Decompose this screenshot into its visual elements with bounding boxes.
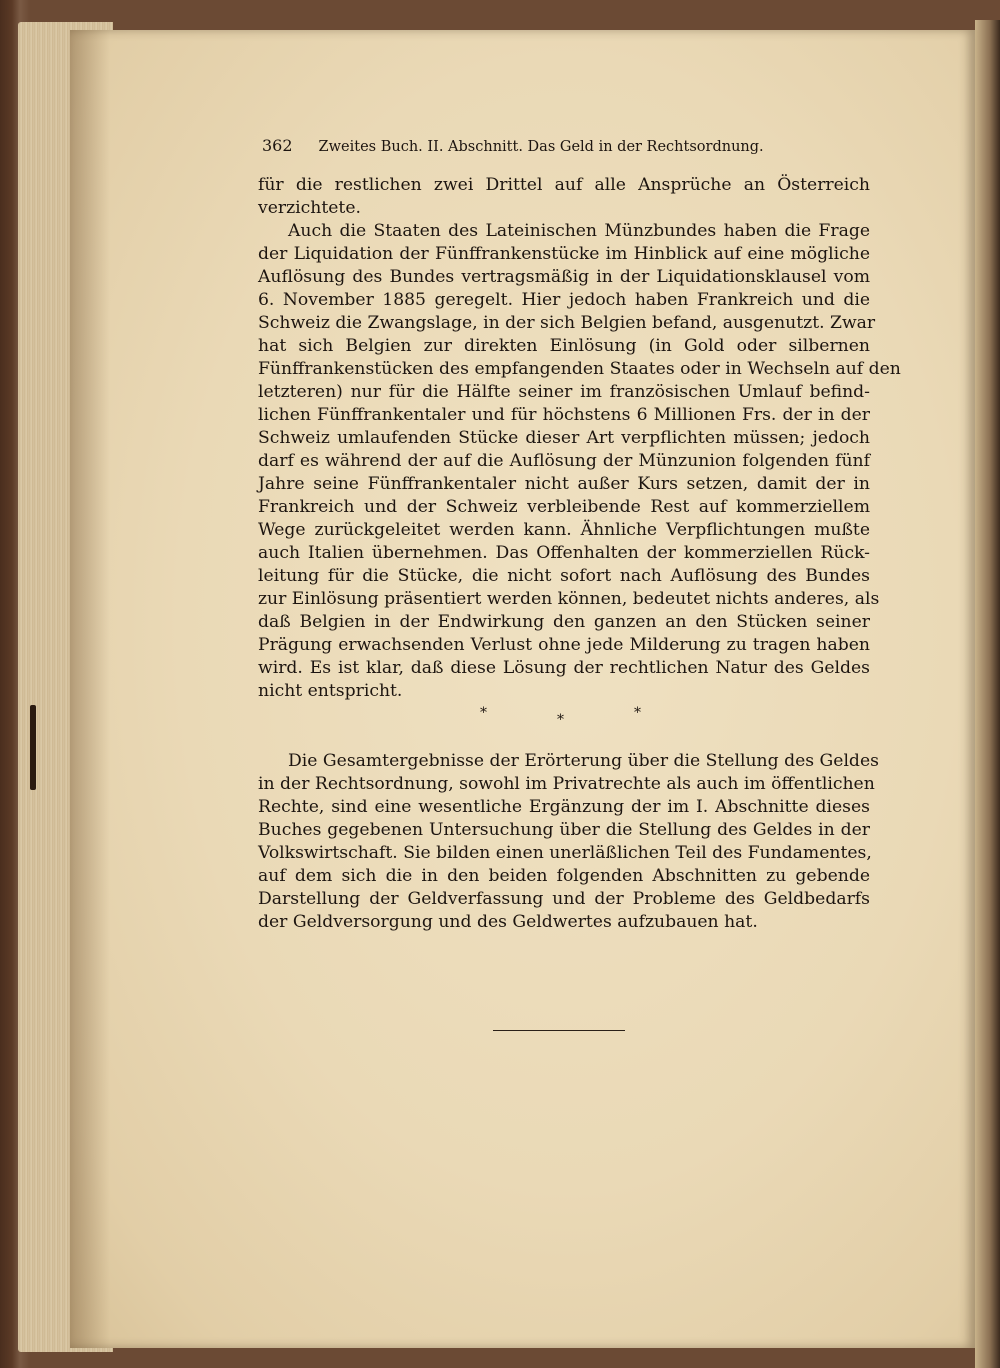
running-title: Zweites Buch. II. Abschnitt. Das Geld in der Rechtsordnung. [318,139,764,155]
text-line: für die restlichen zwei Drittel auf alle Ansprüche an Österreich [258,175,870,195]
binding-clip [30,705,36,790]
separator-star: * [634,705,641,721]
text-line: Die Gesamtergebnisse der Erörterung über die Stellung des Geldes [288,751,879,771]
text-line: Wege zurückgeleitet werden kann. Ähnliche Verpflichtungen mußte [258,520,870,540]
page-number: 362 [262,136,293,155]
text-line: Jahre seine Fünffrankentaler nicht außer Kurs setzen, damit der in [258,474,870,494]
end-rule [493,1030,625,1031]
text-line: Fünffrankenstücken des empfangenden Staates oder in Wechseln auf den [258,359,901,379]
text-line: Buches gegebenen Untersuchung über die Stellung des Geldes in der [258,820,870,840]
text-line: lichen Fünffrankentaler und für höchstens 6 Millionen Frs. der in der [258,405,870,425]
text-line: Volkswirtschaft. Sie bilden einen unerläßlichen Teil des Fundamentes, [258,843,872,863]
separator-star: * [557,712,564,728]
book-right-edge [975,20,1000,1368]
text-line: Auflösung des Bundes vertragsmäßig in der Liquidationsklausel vom [258,267,870,287]
text-line: nicht entspricht. [258,681,403,701]
text-line: in der Rechtsordnung, sowohl im Privatrechte als auch im öffentlichen [258,774,875,794]
text-line: hat sich Belgien zur direkten Einlösung (in Gold oder silbernen [258,336,870,356]
text-line: der Geldversorgung und des Geldwertes aufzubauen hat. [258,912,758,932]
text-line: Prägung erwachsenden Verlust ohne jede Milderung zu tragen haben [258,635,870,655]
text-line: der Liquidation der Fünffrankenstücke im Hinblick auf eine mögliche [258,244,870,264]
text-line: darf es während der auf die Auflösung der Münzunion folgenden fünf [258,451,870,471]
separator-star: * [480,705,487,721]
text-line: zur Einlösung präsentiert werden können, bedeutet nichts anderes, als [258,589,880,609]
text-line: Rechte, sind eine wesentliche Ergänzung der im I. Abschnitte dieses [258,797,870,817]
spine-shadow [70,30,110,1348]
running-header [262,136,810,158]
text-line: wird. Es ist klar, daß diese Lösung der rechtlichen Natur des Geldes [258,658,870,678]
text-line: 6. November 1885 geregelt. Hier jedoch haben Frankreich und die [258,290,870,310]
text-line: Schweiz die Zwangslage, in der sich Belgien befand, ausgenutzt. Zwar [258,313,876,333]
text-line: letzteren) nur für die Hälfte seiner im französischen Umlauf befind- [258,382,870,402]
text-line: Schweiz umlaufenden Stücke dieser Art verpflichten müssen; jedoch [258,428,870,448]
text-line: auf dem sich die in den beiden folgenden Abschnitten zu gebende [258,866,870,886]
text-line: verzichtete. [258,198,361,218]
text-line: Darstellung der Geldverfassung und der Probleme des Geldbedarfs [258,889,870,909]
text-line: daß Belgien in der Endwirkung den ganzen an den Stücken seiner [258,612,870,632]
text-line: leitung für die Stücke, die nicht sofort nach Auflösung des Bundes [258,566,870,586]
text-line: Auch die Staaten des Lateinischen Münzbundes haben die Frage [288,221,870,241]
text-line: auch Italien übernehmen. Das Offenhalten der kommerziellen Rück- [258,543,870,563]
text-line: Frankreich und der Schweiz verbleibende Rest auf kommerziellem [258,497,870,517]
